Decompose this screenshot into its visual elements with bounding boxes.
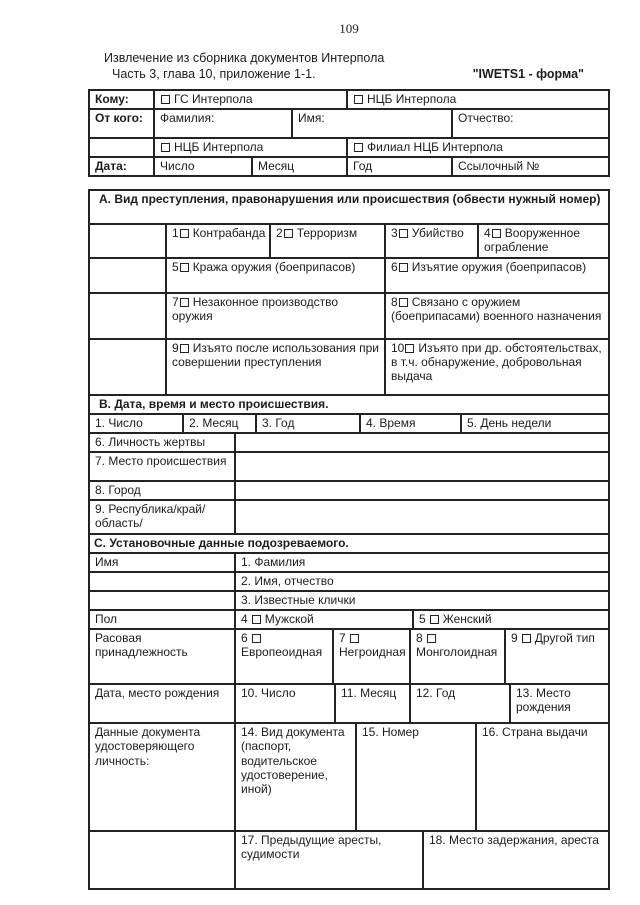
crime-item-6-cell: [384, 259, 608, 292]
region-value-cell: [234, 501, 608, 532]
crime-item-2-label: Терроризм: [296, 226, 358, 241]
routing-row-to: [90, 91, 608, 108]
region-label: 9. Республика/край/область/: [95, 502, 206, 531]
checkbox-icon: [427, 634, 436, 643]
checkbox-icon: [252, 634, 261, 643]
routing-row-from: [90, 108, 608, 137]
crime-item-2-number: 2: [276, 226, 283, 241]
race-other-cell: [504, 630, 608, 683]
crime-item-9-label: Изъято после использования при совершении преступления: [172, 340, 379, 369]
incident-year-label: 3. Год: [262, 415, 295, 430]
checkbox-icon: [350, 634, 359, 643]
incident-date-row: [90, 413, 608, 432]
reference-number-cell: [451, 158, 608, 175]
checkbox-icon: [161, 95, 170, 104]
race-caucasian-label: Европеоидная: [241, 645, 323, 660]
document-type-cell: [234, 724, 355, 830]
empty-cell: [90, 259, 165, 292]
patronymic-field-cell: [451, 110, 608, 137]
arrests-row: [90, 830, 608, 888]
checkbox-icon: [180, 263, 189, 272]
section-c-title-cell: [90, 535, 608, 552]
empty-cell: [90, 592, 234, 609]
crime-item-10-number: 10: [391, 340, 405, 355]
suspect-aliases-label: 3. Известные клички: [241, 593, 356, 608]
date-day-cell: [153, 158, 251, 175]
checkbox-icon: [354, 95, 363, 104]
suspect-surname-cell: [234, 554, 608, 571]
race-caucasian-cell: [234, 630, 332, 683]
sex-female-cell: [412, 611, 608, 628]
to-option-gs-label: ГС Интерпола: [174, 91, 253, 106]
race-caucasian-number: 6: [241, 631, 248, 646]
crime-type-row-2: [90, 257, 608, 292]
city-row: [90, 480, 608, 499]
date-year-label: Год: [353, 159, 373, 174]
routing-table: [88, 89, 610, 177]
identity-document-label: Данные документа удостоверяющего личность:: [95, 725, 201, 768]
checkbox-icon: [405, 344, 414, 353]
routing-row-from-options: [90, 137, 608, 156]
empty-cell: [90, 340, 165, 394]
detention-place-label: 18. Место задержания, ареста: [429, 833, 599, 848]
birth-year-cell: [409, 685, 509, 722]
from-option-ncb-label: НЦБ Интерпола: [174, 139, 264, 154]
suspect-firstname-label: 2. Имя, отчество: [241, 573, 334, 588]
surname-label: Фамилия:: [160, 110, 215, 125]
suspect-aliases-row: [90, 590, 608, 609]
suspect-surname-row: [90, 552, 608, 571]
previous-arrests-label: 17. Предыдущие аресты, судимости: [241, 833, 382, 862]
crime-item-8-label: Связано с оружием (боеприпасами) военного назначения: [391, 294, 602, 323]
checkbox-icon: [399, 298, 408, 307]
race-mongoloid-number: 8: [416, 631, 423, 646]
birth-day-label: 10. Число: [241, 686, 296, 701]
empty-cell: [90, 573, 234, 590]
checkbox-icon: [430, 615, 439, 624]
incident-place-label: 7. Место происшествия: [95, 454, 227, 469]
birth-year-label: 12. Год: [416, 686, 456, 701]
victim-identity-label: 6. Личность жертвы: [95, 434, 206, 449]
to-option-gs-cell: [153, 91, 346, 108]
section-b-title: В. Дата, время и место происшествия.: [99, 396, 329, 411]
victim-identity-value-cell: [234, 434, 608, 451]
date-label: Дата:: [95, 159, 127, 174]
sex-label-cell: [90, 611, 234, 628]
crime-type-row-4: [90, 338, 608, 394]
date-month-cell: [251, 158, 346, 175]
incident-weekday-label: 5. День недели: [467, 415, 552, 430]
doc-part-line: Часть 3, глава 10, приложение 1-1.: [112, 67, 316, 82]
victim-identity-row: [90, 432, 608, 451]
birth-label-cell: [90, 685, 234, 722]
section-a-header-row: [90, 191, 608, 223]
birth-day-cell: [234, 685, 334, 722]
race-mongoloid-label: Монголоидная: [416, 645, 498, 660]
routing-row-date: [90, 156, 608, 175]
crime-type-row-3: [90, 292, 608, 338]
incident-day-cell: [90, 415, 182, 432]
checkbox-icon: [492, 229, 501, 238]
section-c-title: С. Установочные данные подозреваемого.: [94, 535, 349, 550]
incident-place-row: [90, 451, 608, 480]
doc-source-line: Извлечение из сборника документов Интерпола: [104, 51, 385, 66]
main-form-table: [88, 189, 610, 890]
empty-cell: [90, 294, 165, 338]
city-label-cell: [90, 482, 234, 499]
checkbox-icon: [354, 143, 363, 152]
sex-female-label: Женский: [442, 612, 492, 627]
crime-item-9-cell: [165, 340, 384, 394]
sex-male-cell: [234, 611, 412, 628]
incident-month-cell: [182, 415, 255, 432]
document-number-label: 15. Номер: [362, 725, 419, 740]
surname-field-cell: [153, 110, 291, 137]
previous-arrests-cell: [234, 832, 422, 888]
crime-item-5-cell: [165, 259, 384, 292]
crime-item-6-label: Изъятие оружия (боеприпасов): [411, 259, 587, 274]
race-label: Расовая принадлежность: [95, 631, 188, 660]
section-c-header-row: [90, 533, 608, 552]
empty-cell: [90, 225, 165, 256]
crime-item-3-cell: [384, 225, 477, 256]
section-a-title-cell: [90, 191, 608, 223]
section-b-header-row: [90, 394, 608, 413]
document-number-cell: [355, 724, 475, 830]
race-mongoloid-cell: [409, 630, 504, 683]
crime-item-1-label: Контрабанда: [192, 226, 266, 241]
incident-day-label: 1. Число: [95, 415, 143, 430]
document-country-label: 16. Страна выдачи: [482, 725, 588, 740]
crime-item-10-cell: [384, 340, 608, 394]
crime-item-1-cell: [165, 225, 269, 256]
checkbox-icon: [180, 298, 189, 307]
document-country-cell: [475, 724, 608, 830]
crime-item-4-number: 4: [484, 226, 491, 241]
suspect-firstname-cell: [234, 573, 608, 590]
checkbox-icon: [180, 229, 189, 238]
suspect-surname-label: 1. Фамилия: [241, 554, 306, 569]
page-number: 109: [339, 21, 359, 36]
sex-male-number: 4: [241, 612, 248, 627]
section-b-title-cell: [90, 396, 608, 413]
race-other-number: 9: [511, 631, 518, 646]
to-label-cell: [90, 91, 153, 108]
section-a-title: А. Вид преступления, правонарушения или происшествия (обвести нужный номер): [99, 192, 601, 207]
incident-place-value-cell: [234, 453, 608, 480]
crime-item-10-label: Изъято при др. обстоятельствах, в т.ч. обнаружение, добровольная выдача: [391, 340, 602, 383]
incident-time-label: 4. Время: [366, 415, 416, 430]
firstname-label: Имя:: [298, 110, 325, 125]
crime-item-8-cell: [384, 294, 608, 338]
to-option-ncb-label: НЦБ Интерпола: [367, 91, 457, 106]
crime-item-4-cell: [477, 225, 608, 256]
checkbox-icon: [180, 344, 189, 353]
empty-cell: [90, 139, 153, 156]
crime-item-7-cell: [165, 294, 384, 338]
suspect-name-label: Имя: [95, 554, 119, 569]
crime-type-row-1: [90, 223, 608, 256]
crime-item-5-number: 5: [172, 259, 179, 274]
suspect-firstname-row: [90, 571, 608, 590]
from-label: От кого:: [95, 110, 143, 125]
suspect-aliases-cell: [234, 592, 608, 609]
identity-document-label-cell: [90, 724, 234, 830]
crime-item-2-cell: [269, 225, 384, 256]
checkbox-icon: [399, 229, 408, 238]
suspect-name-label-cell: [90, 554, 234, 571]
crime-item-9-number: 9: [172, 340, 179, 355]
race-row: [90, 628, 608, 683]
document-type-label: 14. Вид документа (паспорт, водительское удостоверение, иной): [241, 725, 345, 796]
victim-identity-label-cell: [90, 434, 234, 451]
from-label-cell: [90, 110, 153, 137]
birth-place-label: 13. Место рождения: [516, 686, 571, 715]
to-option-ncb-cell: [346, 91, 608, 108]
crime-item-7-number: 7: [172, 294, 179, 309]
from-option-branch-cell: [346, 139, 608, 156]
birth-place-cell: [509, 685, 608, 722]
race-negroid-cell: [332, 630, 409, 683]
empty-cell: [90, 832, 234, 888]
incident-time-cell: [359, 415, 460, 432]
city-value-cell: [234, 482, 608, 499]
sex-label: Пол: [95, 612, 118, 627]
checkbox-icon: [284, 229, 293, 238]
crime-item-3-number: 3: [391, 226, 398, 241]
form-code-label: "IWETS1 - форма": [472, 67, 584, 82]
crime-item-3-label: Убийство: [411, 226, 464, 241]
to-label: Кому:: [95, 91, 129, 106]
race-negroid-label: Негроидная: [339, 645, 406, 660]
birth-month-cell: [334, 685, 409, 722]
from-option-ncb-cell: [153, 139, 346, 156]
crime-item-1-number: 1: [172, 226, 179, 241]
checkbox-icon: [161, 143, 170, 152]
date-year-cell: [346, 158, 451, 175]
from-option-branch-label: Филиал НЦБ Интерпола: [367, 139, 503, 154]
sex-male-label: Мужской: [264, 612, 314, 627]
checkbox-icon: [399, 263, 408, 272]
date-day-label: Число: [160, 159, 195, 174]
birth-month-label: 11. Месяц: [341, 686, 397, 701]
sex-female-number: 5: [419, 612, 426, 627]
birth-label: Дата, место рождения: [95, 686, 220, 701]
crime-item-5-label: Кража оружия (боеприпасов): [192, 259, 356, 274]
firstname-field-cell: [291, 110, 451, 137]
detention-place-cell: [422, 832, 608, 888]
race-other-label: Другой тип: [534, 631, 595, 646]
region-row: [90, 499, 608, 532]
incident-month-label: 2. Месяц: [189, 415, 239, 430]
region-label-cell: [90, 501, 234, 532]
birth-row: [90, 683, 608, 722]
identity-document-row: [90, 722, 608, 830]
date-month-label: Месяц: [258, 159, 295, 174]
city-label: 8. Город: [95, 483, 141, 498]
incident-year-cell: [255, 415, 359, 432]
doc-subheader-row: [88, 67, 610, 82]
date-label-cell: [90, 158, 153, 175]
patronymic-label: Отчество:: [458, 110, 514, 125]
sex-row: [90, 609, 608, 628]
incident-weekday-cell: [460, 415, 608, 432]
crime-item-4-label: Вооруженное ограбление: [484, 226, 581, 255]
checkbox-icon: [522, 634, 531, 643]
race-negroid-number: 7: [339, 631, 346, 646]
checkbox-icon: [252, 615, 261, 624]
reference-number-label: Ссылочный №: [458, 159, 540, 174]
incident-place-label-cell: [90, 453, 234, 480]
crime-item-6-number: 6: [391, 259, 398, 274]
crime-item-7-label: Незаконное производство оружия: [172, 294, 339, 323]
crime-item-8-number: 8: [391, 294, 398, 309]
race-label-cell: [90, 630, 234, 683]
